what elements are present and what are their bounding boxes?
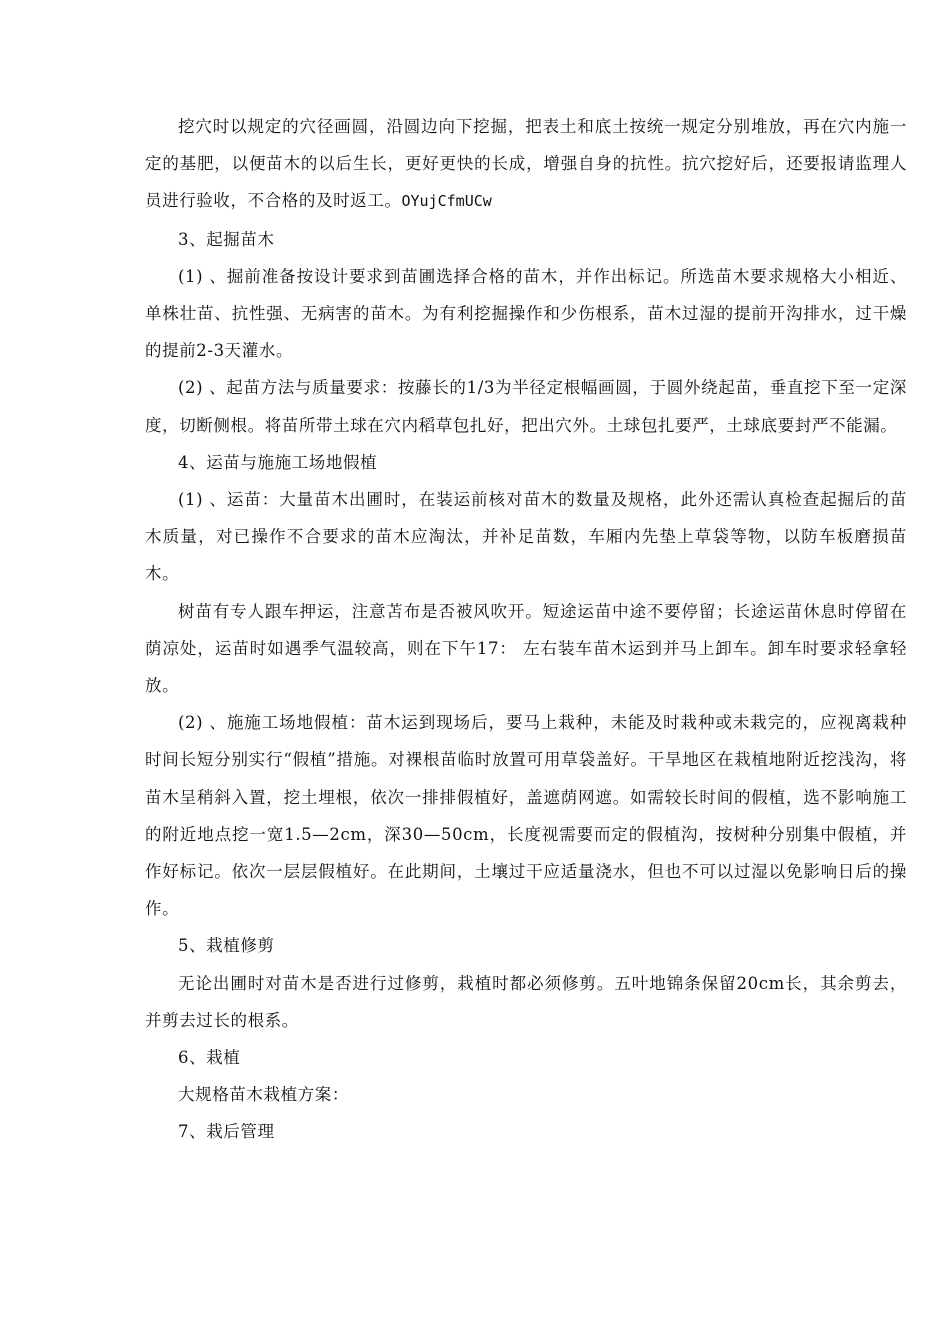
paragraph-digging-method: (2) 、起苗方法与质量要求：按藤长的1/3为半径定根幅画圆，于圆外绕起苗，垂直挖下至一定深度，切断侧根。将苗所带土球在穴内稻草包扎好，把出穴外。土球包扎要严，土球底要封严不能漏。 <box>145 378 907 435</box>
paragraph-digging-prep: (1) 、掘前准备按设计要求到苗圃选择合格的苗木，并作出标记。所选苗木要求规格大小相近、单株壮苗、抗性强、无病害的苗木。为有利挖掘操作和少伤根系，苗木过湿的提前开沟排水，过干燥的提前2-3天灌水。 <box>145 266 907 361</box>
paragraph-excavation <box>145 108 907 221</box>
document-code: OYujCfmUCw <box>401 192 492 211</box>
section-heading-5: 5、栽植修剪 <box>178 936 275 956</box>
section-heading-7: 7、栽后管理 <box>178 1122 275 1142</box>
section-heading-3: 3、起掘苗木 <box>178 229 275 249</box>
paragraph-heel-in: (2) 、施施工场地假植：苗木运到现场后，要马上栽种，未能及时栽种或未栽完的，应视离栽种时间长短分别实行“假植”措施。对裸根苗临时放置可用草袋盖好。干旱地区在栽植地附近挖浅沟，将苗木呈稍斜入置，挖土埋根，依次一排排假植好，盖遮荫网遮。如需较长时间的假植，选不影响施工的附近地点挖一宽1.5—2cm，深30—50cm，长度视需要而定的假植沟，按树种分别集中假植，并作好标记。依次一层层假植好。在此期间，土壤过干应适量浇水，但也不可以过湿以免影响日后的操作。 <box>145 713 907 919</box>
section-heading-4: 4、运苗与施施工场地假植 <box>178 452 378 472</box>
paragraph-pruning: 无论出圃时对苗木是否进行过修剪，栽植时都必须修剪。五叶地锦条保留20cm长，其余剪去，并剪去过长的根系。 <box>145 973 907 1030</box>
paragraph-transport: (1) 、运苗：大量苗木出圃时，在装运前核对苗木的数量及规格，此外还需认真检查起掘后的苗木质量，对已操作不合要求的苗木应淘汰，并补足苗数，车厢内先垫上草袋等物，以防车板磨损苗木。 <box>145 490 907 584</box>
document-body <box>145 108 907 1151</box>
paragraph-escort: 树苗有专人跟车押运，注意苫布是否被风吹开。短途运苗中途不要停留；长途运苗休息时停留在荫凉处，运苗时如遇季气温较高，则在下午17： 左右装车苗木运到并马上卸车。卸车时要求轻拿轻放。 <box>145 601 907 696</box>
section-heading-6: 6、栽植 <box>178 1048 241 1068</box>
paragraph-planting-plan: 大规格苗木栽植方案： <box>178 1085 349 1105</box>
paragraph-text: 挖穴时以规定的穴径画圆，沿圆边向下挖掘，把表土和底土按统一规定分别堆放，再在穴内施一定的基肥，以便苗木的以后生长，更好更快的长成，增强自身的抗性。抗穴挖好后，还要报请监理人员进行验收，不合格的及时返工。 <box>145 117 907 211</box>
